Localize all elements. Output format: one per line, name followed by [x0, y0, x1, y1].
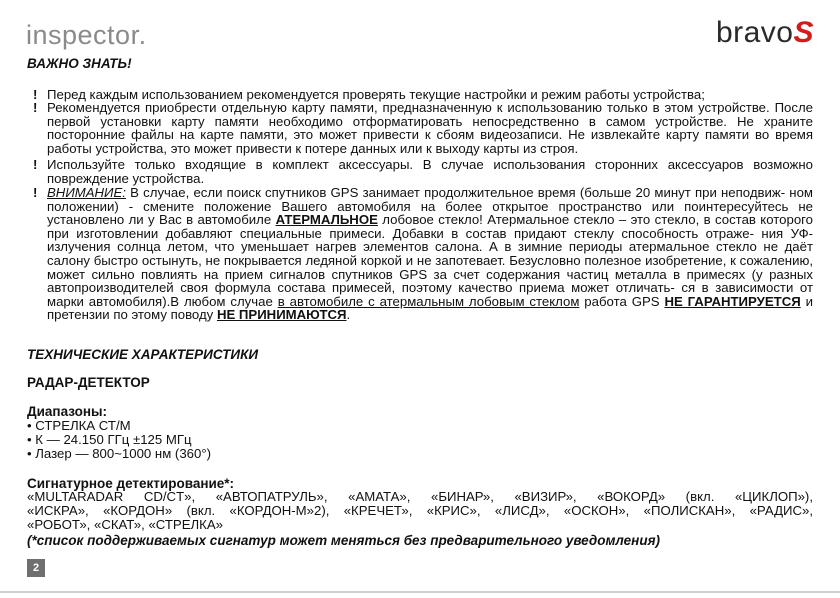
- band-item: • Лазер — 800~1000 нм (360°): [27, 446, 211, 461]
- important-title: ВАЖНО ЗНАТЬ!: [27, 56, 132, 71]
- attention-item: [33, 186, 813, 322]
- warning-mark: !: [33, 157, 38, 172]
- not-guaranteed-emphasis: НЕ ГАРАНТИРУЕТСЯ: [664, 293, 801, 309]
- bands-title: Диапазоны:: [27, 404, 108, 419]
- not-accepted-emphasis: НЕ ПРИНИМАЮТСЯ: [216, 307, 347, 323]
- warning-text: Перед каждым использованием рекомендуется проверять текущие настройки и режим работы устройства;: [47, 87, 705, 102]
- athermal-glass-underline: в автомобиле с атермальным лобовым стеклом: [277, 293, 580, 309]
- bravo-logo-text: bravo: [715, 16, 794, 49]
- attention-part: лобовое стекло! Атермальное стекло – это стекло, в состав которого при изготовлении добавляют специальные примеси. Добавки в состав придают стеклу способность отраже- ния УФ-излучения солнца летом, что уменьшает нагрев элементов салона. А в зимние периоды атермальное стекло не даёт салону быстро остынуть, не покрывается ледяной коркой и не запотевает. Безусловно полезное изобретение, к сожалению, может сильно повлиять на прием сигналов спутников GPS за счет содержания частиц металла в примесях (у разных автопроизводителей своя формула состава примесей, поэтому качество приема может отличать- ся в зависимости от марки автомобиля).В любом случае: [47, 212, 814, 309]
- warning-mark: !: [33, 87, 38, 102]
- warning-mark: !: [33, 185, 38, 200]
- radar-title: РАДАР-ДЕТЕКТОР: [27, 375, 150, 390]
- signature-title: Сигнатурное детектирование*:: [27, 476, 235, 491]
- warning-text: Используйте только входящие в комплект аксессуары. В случае использования сторонних аксессуаров возможно повреждение устройства.: [47, 157, 813, 186]
- warning-mark: !: [33, 100, 38, 115]
- warning-item: [33, 158, 813, 185]
- signature-footnote: (*список поддерживаемых сигнатур может меняться без предварительного уведомления): [27, 533, 661, 548]
- page-number: 2: [27, 559, 45, 577]
- attention-text: [47, 186, 813, 322]
- signature-list-line: «MULTARADAR CD/CT», «АВТОПАТРУЛЬ», «АМАТА», «БИНАР», «ВИЗИР», «ВОКОРД» (вкл. «ЦИКЛОП»),: [27, 489, 813, 504]
- specs-title: ТЕХНИЧЕСКИЕ ХАРАКТЕРИСТИКИ: [27, 347, 259, 362]
- inspector-logo: inspector.: [26, 20, 147, 50]
- bravo-logo: [716, 16, 814, 50]
- band-item: • К — 24.150 ГГц ±125 МГц: [27, 432, 192, 447]
- bottom-rule: [0, 591, 840, 593]
- warning-item: [33, 101, 813, 155]
- athermal-emphasis: АТЕРМАЛЬНОЕ: [275, 212, 378, 228]
- bravo-logo-accent: S: [793, 16, 814, 49]
- attention-part: В случае, если поиск спутников GPS занимает продолжительное время (больше 20 минут при неподвиж- ном положении) - смените положение Вашего автомобиля на более открытое пространство или поинтересуйтесь не установлено ли у Вас в автомобиле: [47, 185, 813, 228]
- attention-part: работа GPS: [579, 293, 665, 309]
- attention-part: и претензии по этому поводу: [47, 293, 813, 323]
- warning-text: Рекомендуется приобрести отдельную карту памяти, предназначенную к использованию только в этом устройстве. После первой установки карту памяти необходимо отформатировать непосредственно в самом устройстве. Не храните посторонние файлы на карте памяти, это может привести к сбоям видеозаписи. Не извлекайте карту памяти во время работы устройства, это может привести к потере данных или к выходу карты из строя.: [47, 100, 813, 156]
- band-item: • СТРЕЛКА СТ/М: [27, 418, 131, 433]
- attention-label: ВНИМАНИЕ:: [47, 185, 126, 200]
- attention-part: .: [346, 307, 351, 323]
- signature-list-line: «РОБОТ», «СКАТ», «СТРЕЛКА»: [27, 517, 223, 532]
- signature-list-line: «ИСКРА», «КОРДОН» (вкл. «КОРДОН-М»2), «КРЕЧЕТ», «КРИС», «ЛИСД», «ОСКОН», «ПОЛИСКАН», «РАДИС»,: [27, 503, 813, 518]
